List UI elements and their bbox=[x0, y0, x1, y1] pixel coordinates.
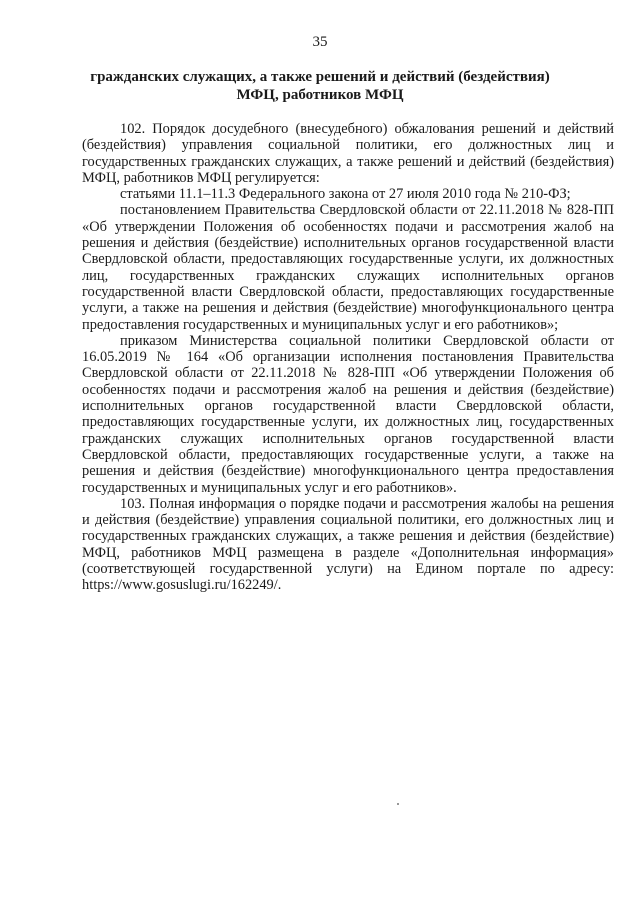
list-item-federal-law: статьями 11.1–11.3 Федерального закона от 27 июля 2010 года № 210-ФЗ; bbox=[120, 186, 571, 203]
paragraph-103: 103. Полная информация о порядке подачи и рассмотрения жалобы на решения и действия (бездействие) управления социальной политики, его должностных лиц и государственных гражданских служащих, а также решения и действия (бездействие) МФЦ, работников МФЦ размещена в разделе «Дополнительная информация» (соответствующей государственной услуги) на Едином портале по адресу: https://www.gosuslugi.ru/162249/. bbox=[82, 495, 614, 594]
list-item-ministry-order: приказом Министерства социальной политики Свердловской области от 16.05.2019 № 164 «Об организации исполнения постановления Правительства Свердловской области от 22.11.2018 № 828-ПП «Об утверждении Положения об особенностях подачи и рассмотрения жалоб на решения и действия (бездействие) исполнительных органов государственной власти Свердловской области, предоставляющих государственные услуги, их должностных лиц, государственных гражданских служащих исполнительных органов государственной власти Свердловской области, предоставляющих государственные услуги, а также на решения и действия (бездействие) многофункционального центра предоставления государственных и муниципальных услуг и его работников». bbox=[82, 332, 614, 496]
scan-artifact-dot bbox=[397, 803, 399, 805]
list-item-government-resolution: постановлением Правительства Свердловской области от 22.11.2018 № 828-ПП «Об утверждении Положения об особенностях подачи и рассмотрения жалоб на решения и действия (бездействие) исполнительных органов государственной власти Свердловской области, предоставляющих государственные услуги, их должностных лиц, государственных гражданских служащих исполнительных органов государственной власти Свердловской области, предоставляющих государственные услуги, а также на решения и действия (бездействие) многофункционального центра предоставления государственных и муниципальных услуг и его работников»; bbox=[82, 202, 614, 333]
page-number: 35 bbox=[312, 34, 328, 50]
section-heading: гражданских служащих, а также решений и действий (бездействия) МФЦ, работников МФЦ bbox=[90, 69, 550, 103]
paragraph-102: 102. Порядок досудебного (внесудебного) обжалования решений и действий (бездействия) управления социальной политики, его должностных лиц и государственных гражданских служащих, а также решений и действий (бездействия) МФЦ, работников МФЦ регулируется: bbox=[82, 121, 614, 186]
document-body bbox=[82, 121, 614, 594]
